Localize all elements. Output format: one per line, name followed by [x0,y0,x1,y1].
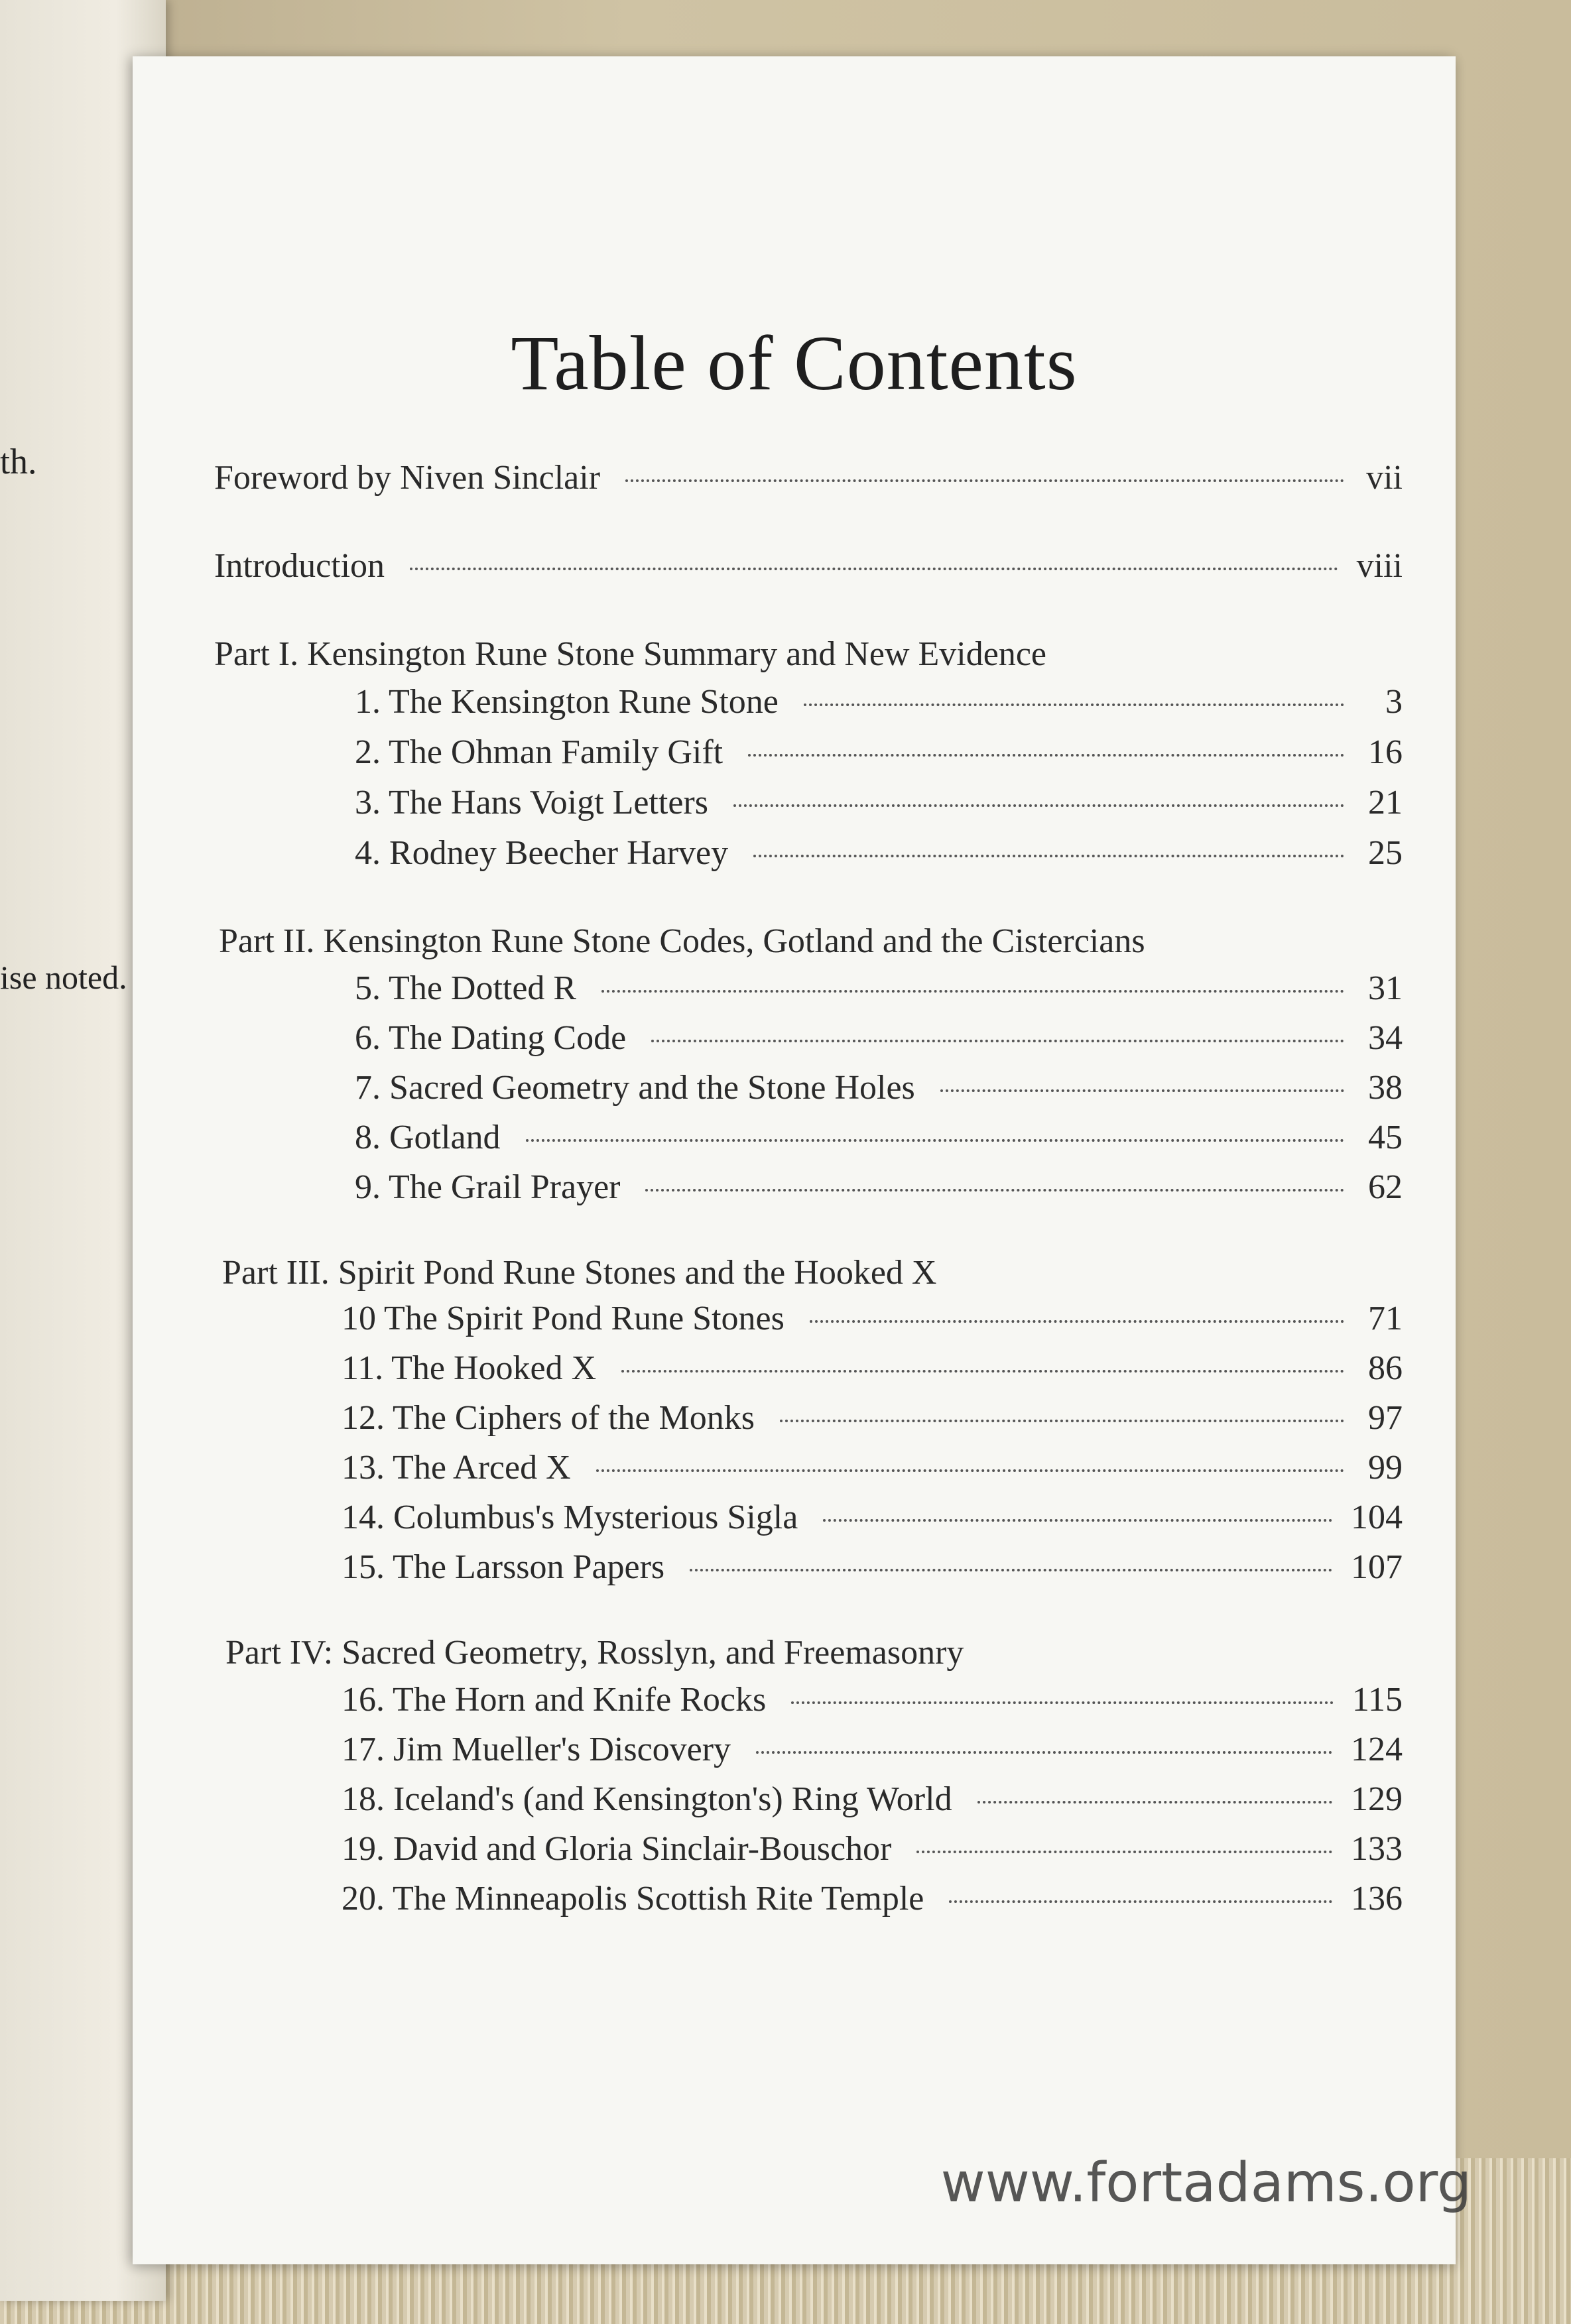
entry-label: 11. The Hooked X [342,1349,597,1387]
dot-leader [526,1139,1344,1142]
entry-page: 38 [1368,1069,1403,1107]
entry-label: 18. Iceland's (and Kensington's) Ring World [342,1780,952,1818]
left-page-fragment: ise noted. [0,959,127,996]
entry-page: 99 [1368,1449,1403,1487]
entry-label: 4. Rodney Beecher Harvey [355,834,729,872]
dot-leader [753,855,1344,857]
entry-page: 34 [1368,1019,1403,1057]
entry-label: 19. David and Gloria Sinclair-Bouschor [342,1830,892,1868]
dot-leader [410,568,1338,570]
entry-page: 62 [1368,1168,1403,1206]
dot-leader [651,1040,1344,1042]
entry-page: 86 [1368,1349,1403,1387]
toc-entry [342,1451,1403,1485]
dot-leader [810,1320,1344,1323]
entry-label: 6. The Dating Code [355,1019,627,1057]
toc-entry [355,685,1403,719]
dot-leader [748,754,1344,757]
toc-entry [355,1121,1403,1155]
toc-entry [355,836,1403,871]
toc-entry [342,1550,1403,1585]
dot-leader [733,804,1344,807]
entry-label: 20. The Minneapolis Scottish Rite Temple [342,1880,924,1918]
part-heading: Part III. Spirit Pond Rune Stones and the Hooked X [222,1254,937,1292]
toc-entry [355,971,1403,1006]
toc-entry [355,1071,1403,1105]
page-title: Table of Contents [511,320,1078,406]
entry-label: 2. The Ohman Family Gift [355,733,723,771]
watermark: www.fortadams.org [940,2152,1472,2215]
left-page-fragment: th. [0,442,37,481]
toc-entry [355,1021,1403,1056]
dot-leader [625,479,1344,482]
dot-leader [791,1701,1334,1704]
dot-leader [804,703,1344,706]
entry-page: vii [1366,459,1403,497]
entry-page: 3 [1385,683,1403,721]
dot-leader [940,1089,1344,1092]
toc-entry [342,1832,1403,1866]
entry-page: viii [1356,547,1403,585]
entry-label: Introduction [214,547,385,585]
dot-leader [621,1370,1344,1373]
entry-label: 3. The Hans Voigt Letters [355,784,708,822]
toc-entry [342,1782,1403,1817]
part-heading: Part I. Kensington Rune Stone Summary and New Evidence [214,635,1046,673]
toc-entry [342,1401,1403,1436]
entry-page: 115 [1351,1681,1403,1719]
entry-label: 12. The Ciphers of the Monks [342,1399,755,1437]
entry-label: 13. The Arced X [342,1449,571,1487]
entry-label: 16. The Horn and Knife Rocks [342,1681,767,1719]
dot-leader [690,1569,1332,1571]
entry-label: 10 The Spirit Pond Rune Stones [342,1300,785,1337]
entry-label: 14. Columbus's Mysterious Sigla [342,1498,798,1536]
entry-label: 1. The Kensington Rune Stone [355,683,779,721]
dot-leader [823,1519,1332,1522]
toc-entry [342,1683,1403,1717]
dot-leader [756,1751,1332,1754]
dot-leader [916,1851,1332,1853]
entry-page: 129 [1351,1780,1403,1818]
dot-leader [949,1900,1332,1903]
part-heading: Part IV: Sacred Geometry, Rosslyn, and Freemasonry [225,1634,964,1672]
dot-leader [780,1420,1344,1422]
entry-label: 17. Jim Mueller's Discovery [342,1731,731,1768]
toc-entry [342,1733,1403,1767]
entry-page: 45 [1368,1119,1403,1156]
entry-label: 7. Sacred Geometry and the Stone Holes [355,1069,915,1107]
dot-leader [645,1189,1344,1192]
toc-entry [355,735,1403,770]
entry-page: 136 [1351,1880,1403,1918]
toc-entry [342,1882,1403,1916]
toc-entry [355,1170,1403,1205]
entry-label: 8. Gotland [355,1119,501,1156]
toc-entry [342,1351,1403,1386]
toc-page [133,56,1456,2264]
entry-page: 104 [1351,1498,1403,1536]
entry-page: 16 [1368,733,1403,771]
entry-label: 15. The Larsson Papers [342,1548,665,1586]
toc-entry [342,1302,1403,1336]
part-heading: Part II. Kensington Rune Stone Codes, Gotland and the Cistercians [219,922,1145,960]
entry-label: Foreword by Niven Sinclair [214,459,601,497]
dot-leader [977,1801,1332,1804]
dot-leader [596,1469,1344,1472]
toc-entry-foreword [214,461,1403,495]
entry-page: 107 [1351,1548,1403,1586]
entry-label: 5. The Dotted R [355,969,577,1007]
entry-page: 25 [1368,834,1403,872]
toc-entry-introduction [214,549,1403,583]
entry-page: 124 [1351,1731,1403,1768]
toc-entry [355,786,1403,820]
dot-leader [601,990,1344,993]
toc-entry [342,1500,1403,1535]
entry-page: 31 [1368,969,1403,1007]
entry-page: 133 [1351,1830,1403,1868]
entry-label: 9. The Grail Prayer [355,1168,621,1206]
entry-page: 97 [1368,1399,1403,1437]
entry-page: 21 [1368,784,1403,822]
entry-page: 71 [1368,1300,1403,1337]
